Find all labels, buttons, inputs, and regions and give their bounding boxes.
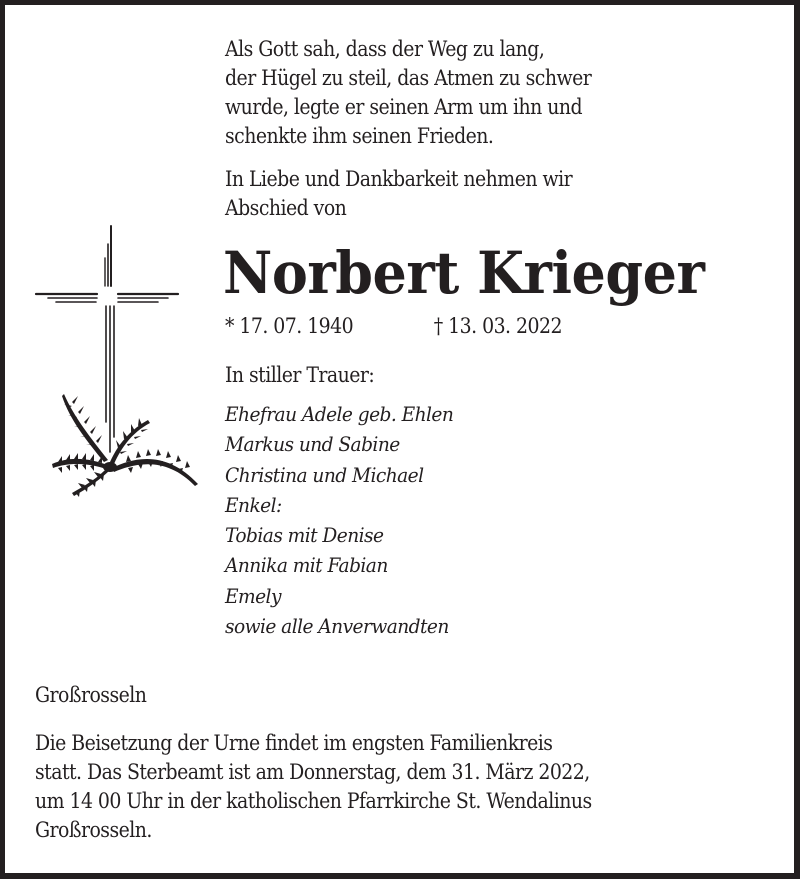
funeral-info-line: Die Beisetzung der Urne findet im engsten Familienkreis [35, 731, 553, 755]
place-name: Großrosseln [35, 683, 147, 707]
intro-line: In Liebe und Dankbarkeit nehmen wir [225, 167, 573, 191]
mourner-entry: Enkel: [225, 492, 282, 517]
deceased-name: Norbert Krieger [223, 239, 705, 307]
poem-line: schenkte ihm seinen Frieden. [225, 124, 494, 148]
mourner-entry: Markus und Sabine [225, 432, 400, 457]
birth-date: * 17. 07. 1940 [225, 314, 354, 338]
funeral-info-line: um 14 00 Uhr in der katholischen Pfarrkirche St. Wendalinus [35, 789, 592, 813]
mourner-entry: Emely [225, 583, 281, 608]
funeral-info [35, 729, 592, 845]
mourner-entry: Christina und Michael [225, 462, 424, 487]
cross-with-palm-branches-icon [30, 222, 210, 507]
poem-line: Als Gott sah, dass der Weg zu lang, [225, 37, 545, 61]
intro-line: Abschied von [225, 196, 347, 220]
funeral-info-line: Großrosseln. [35, 818, 152, 842]
poem-line: wurde, legte er seinen Arm um ihn und [225, 95, 583, 119]
mourner-entry: Tobias mit Denise [225, 523, 384, 548]
poem-text [225, 35, 591, 151]
poem-line: der Hügel zu steil, das Atmen zu schwer [225, 66, 592, 90]
mourner-entry: sowie alle Anverwandten [225, 614, 449, 639]
mourner-entry: Ehefrau Adele geb. Ehlen [225, 402, 454, 426]
farewell-intro [225, 165, 572, 223]
mourner-entry: Annika mit Fabian [225, 553, 388, 578]
funeral-info-line: statt. Das Sterbeamt ist am Donnerstag, dem 31. März 2022, [35, 760, 590, 784]
mourning-heading: In stiller Trauer: [225, 363, 375, 387]
mourners-list [225, 399, 453, 641]
death-date: † 13. 03. 2022 [433, 314, 562, 338]
life-dates [225, 312, 562, 341]
